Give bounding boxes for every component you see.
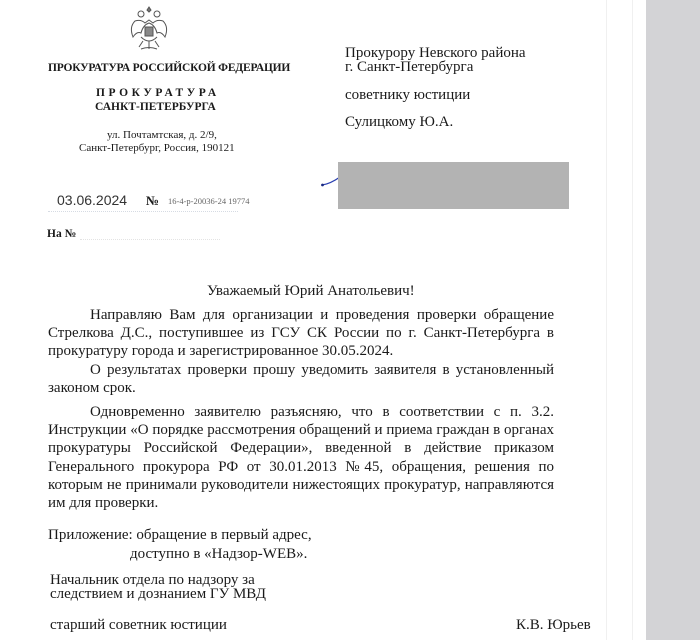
redaction-box (338, 162, 569, 209)
eagle-emblem-icon (127, 5, 171, 53)
outgoing-number: 16-4-р-20036-24 19774 (168, 196, 250, 206)
office-address-line1: ул. Почтамтская, д. 2/9, (107, 129, 217, 141)
dotted-underline (48, 211, 238, 212)
office-name-line2: САНКТ-ПЕТЕРБУРГА (95, 101, 216, 113)
signer-rank: старший советник юстиции (50, 617, 227, 633)
reply-to-label: На № (47, 228, 77, 240)
body-paragraph: Одновременно заявителю разъясняю, что в соответствии с п. 3.2. Инструкции «О порядке рассмотрения обращений и приема граждан в органах прокуратуры Российской Федерации», введенной в действие приказом Генерального прокурора РФ от 30.01.2013 №45, обращения, решения по которым не принимали руководители нижестоящих прокуратур, направляются им для проверки. (48, 404, 554, 512)
letter-date: 03.06.2024 (57, 192, 128, 208)
addressee-line1: Прокурору Невского района (345, 45, 526, 61)
agency-title: ПРОКУРАТУРА РОССИЙСКОЙ ФЕДЕРАЦИИ (48, 62, 291, 74)
office-name-line1: ПРОКУРАТУРА (96, 87, 220, 99)
addressee-rank: советнику юстиции (345, 87, 471, 103)
addressee-line2: г. Санкт-Петербурга (345, 59, 474, 75)
dotted-underline (80, 239, 220, 240)
salutation: Уважаемый Юрий Анатольевич! (207, 283, 415, 299)
number-sign: № (146, 193, 160, 208)
attachment-line2: доступно в «Надзор-WEB». (130, 546, 308, 562)
office-address-line2: Санкт-Петербург, Россия, 190121 (79, 142, 235, 154)
addressee-name: Сулицкому Ю.А. (345, 114, 454, 130)
side-panel (646, 0, 700, 640)
scan-artifact-line (606, 0, 607, 640)
body-paragraph: Направляю Вам для организации и проведения проверки обращение Стрелкова Д.С., поступившее из ГСУ СК России по г. Санкт-Петербурга в прокуратуру города и зарегистрированное 30.05.2024. (48, 307, 554, 360)
scan-artifact-line (632, 0, 633, 640)
signer-position-line1: Начальник отдела по надзору за (50, 572, 255, 588)
attachment-line1: Приложение: обращение в первый адрес, (48, 527, 312, 543)
signer-name: К.В. Юрьев (516, 617, 591, 633)
signer-position-line2: следствием и дознанием ГУ МВД (50, 586, 266, 602)
body-paragraph: О результатах проверки прошу уведомить заявителя в установленный законом срок. (48, 362, 554, 397)
